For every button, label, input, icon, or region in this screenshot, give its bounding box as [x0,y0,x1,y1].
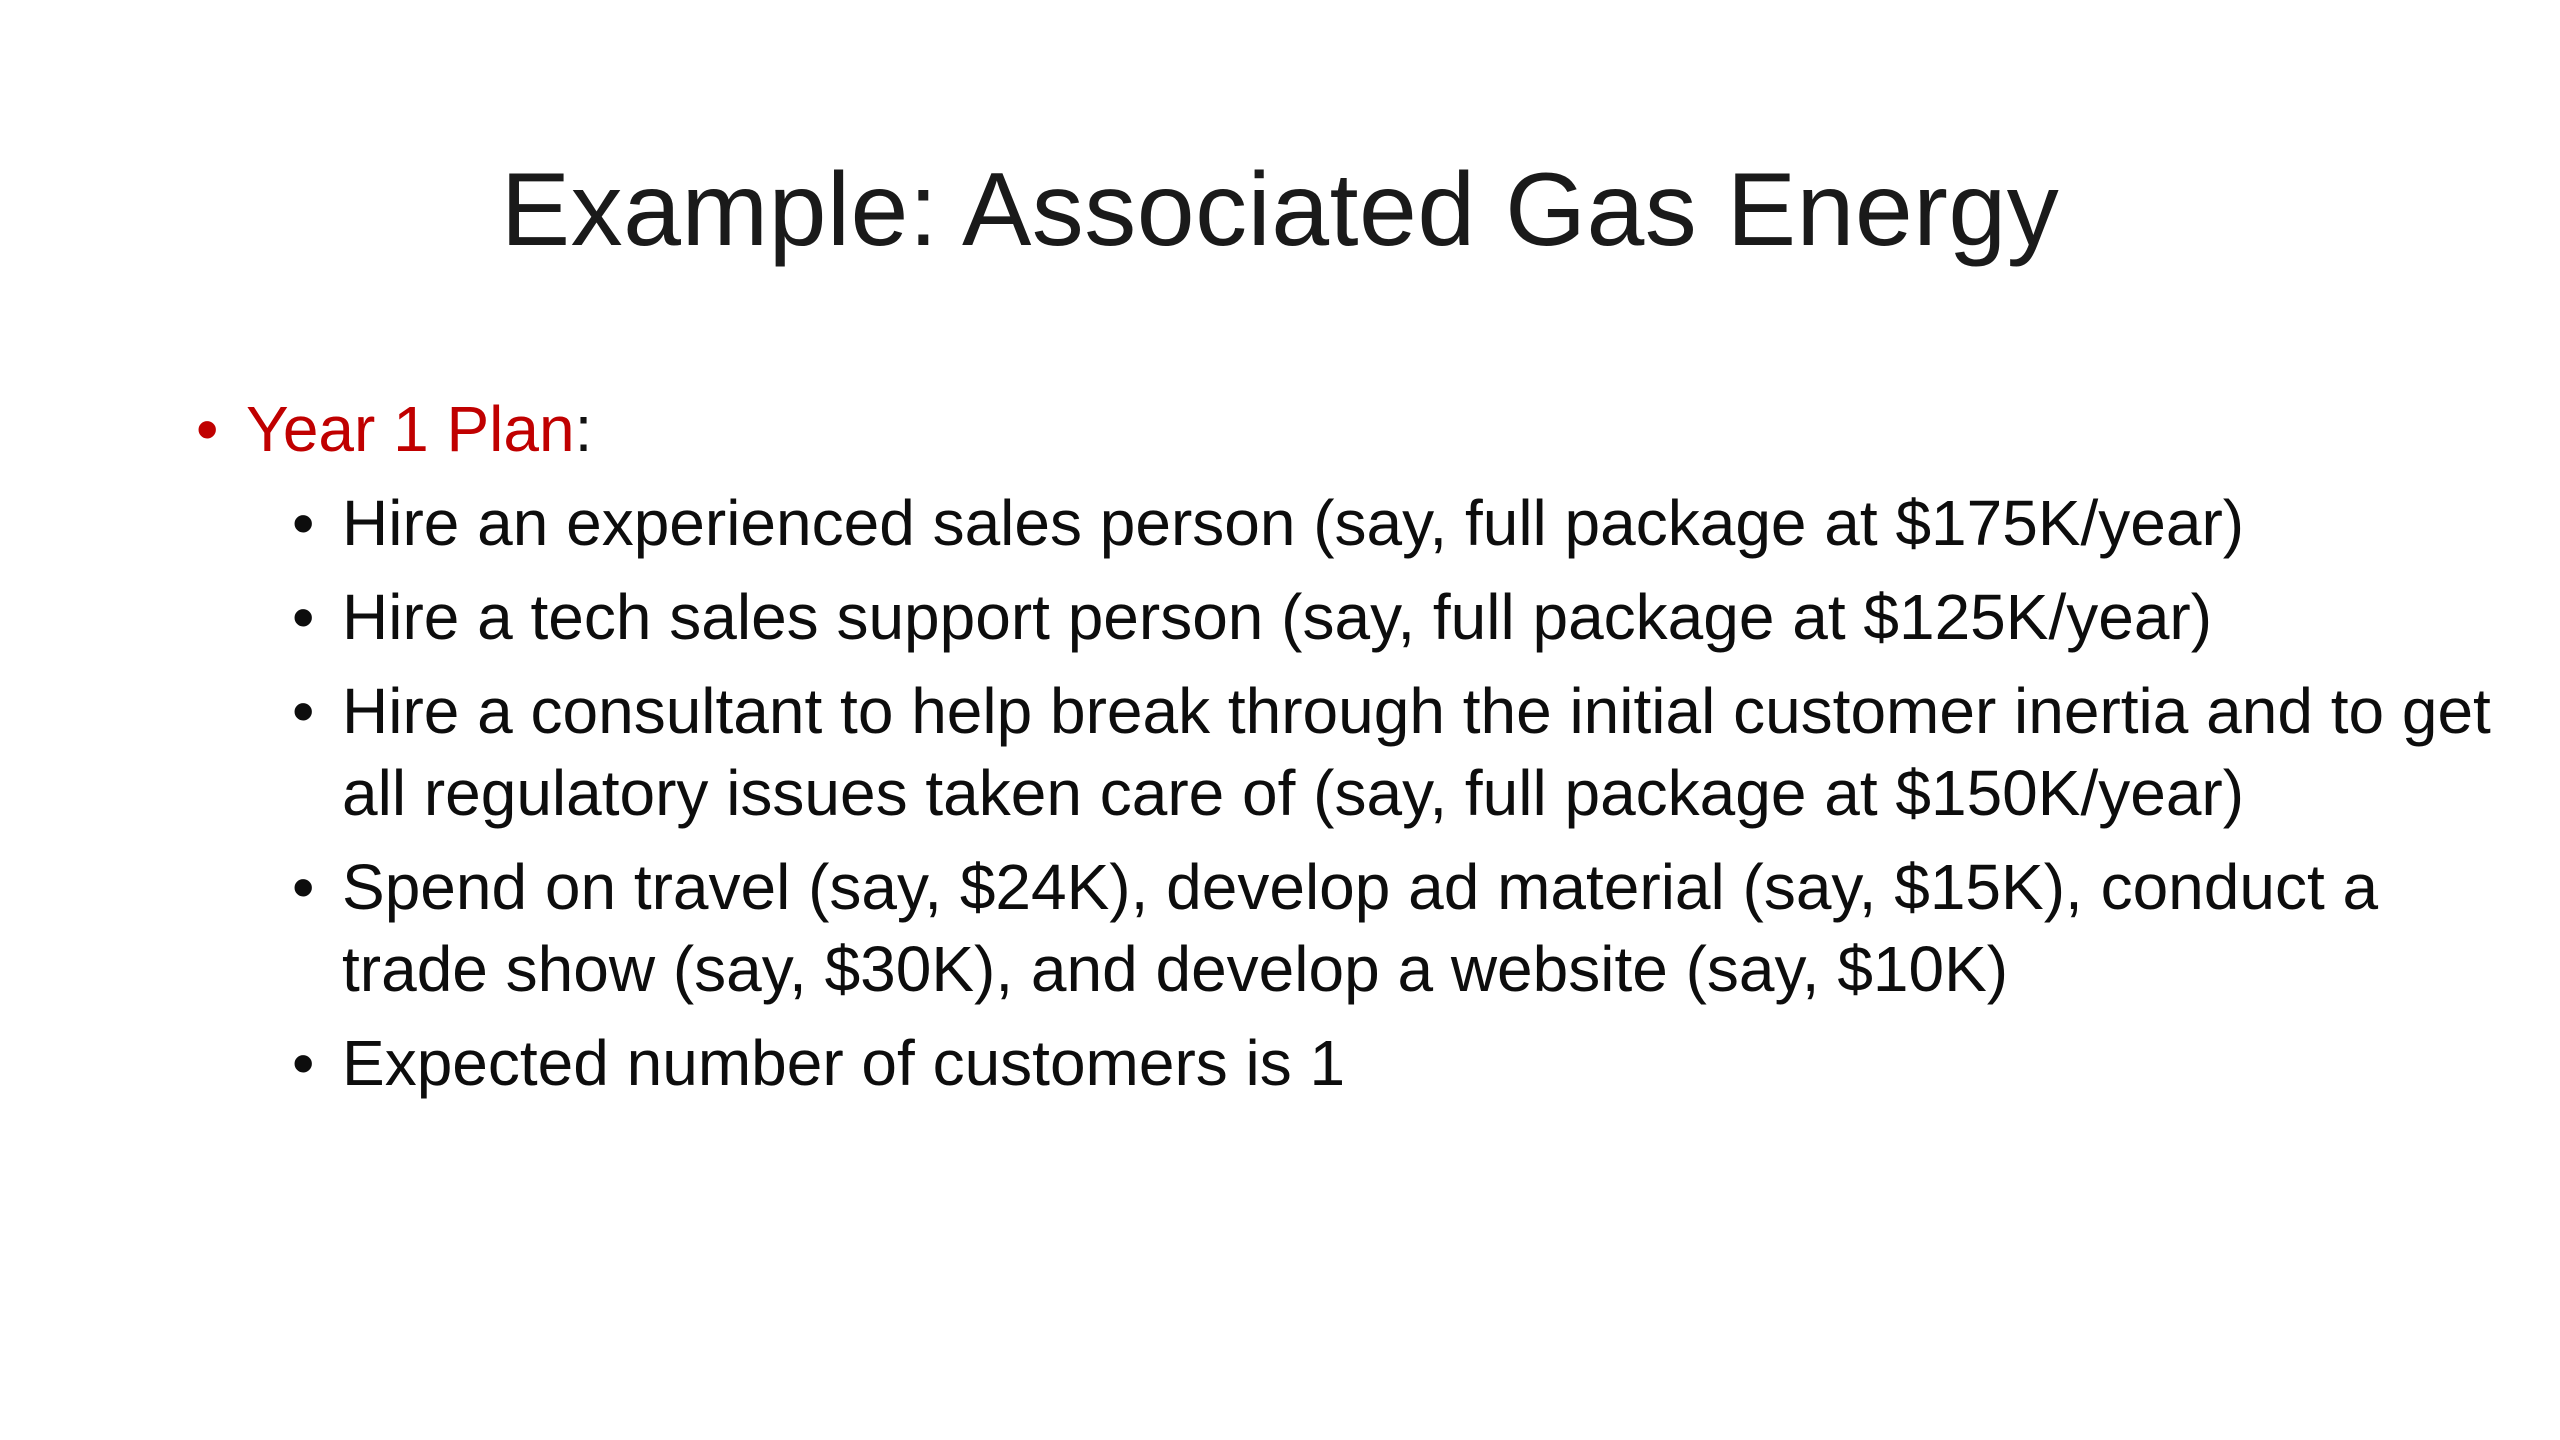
bullet-dot-icon: • [292,851,315,923]
bullet-dot-icon: • [292,675,315,747]
sub-bullet-item [196,1022,2516,1104]
bullet-dot-icon: • [292,1027,315,1099]
slide-content [196,388,2516,1116]
sub-bullet-text: Hire an experienced sales person (say, full package at $175K/year) [342,487,2245,559]
sub-bullet-item [196,482,2516,564]
sub-bullet-item [196,670,2516,834]
slide-title: Example: Associated Gas Energy [500,152,2060,268]
heading-suffix: : [574,393,593,465]
bullet-dot-icon: • [196,393,219,465]
sub-bullet-text: Spend on travel (say, $24K), develop ad material (say, $15K), conduct a trade show (say, $30K), and develop a website (say, $10K) [342,851,2379,1005]
sub-bullet-text: Expected number of customers is 1 [342,1027,1346,1099]
bullet-dot-icon: • [292,581,315,653]
bullet-dot-icon: • [292,487,315,559]
sub-bullet-item [196,576,2516,658]
bullet-heading [196,388,2516,470]
sub-bullet-text: Hire a consultant to help break through the initial customer inertia and to get all regulatory issues taken care of (say, full package at $150K/year) [342,675,2491,829]
sub-bullet-text: Hire a tech sales support person (say, full package at $125K/year) [342,581,2213,653]
sub-bullet-item [196,846,2516,1010]
heading-label: Year 1 Plan [246,393,575,465]
sub-bullet-list [196,482,2516,1104]
